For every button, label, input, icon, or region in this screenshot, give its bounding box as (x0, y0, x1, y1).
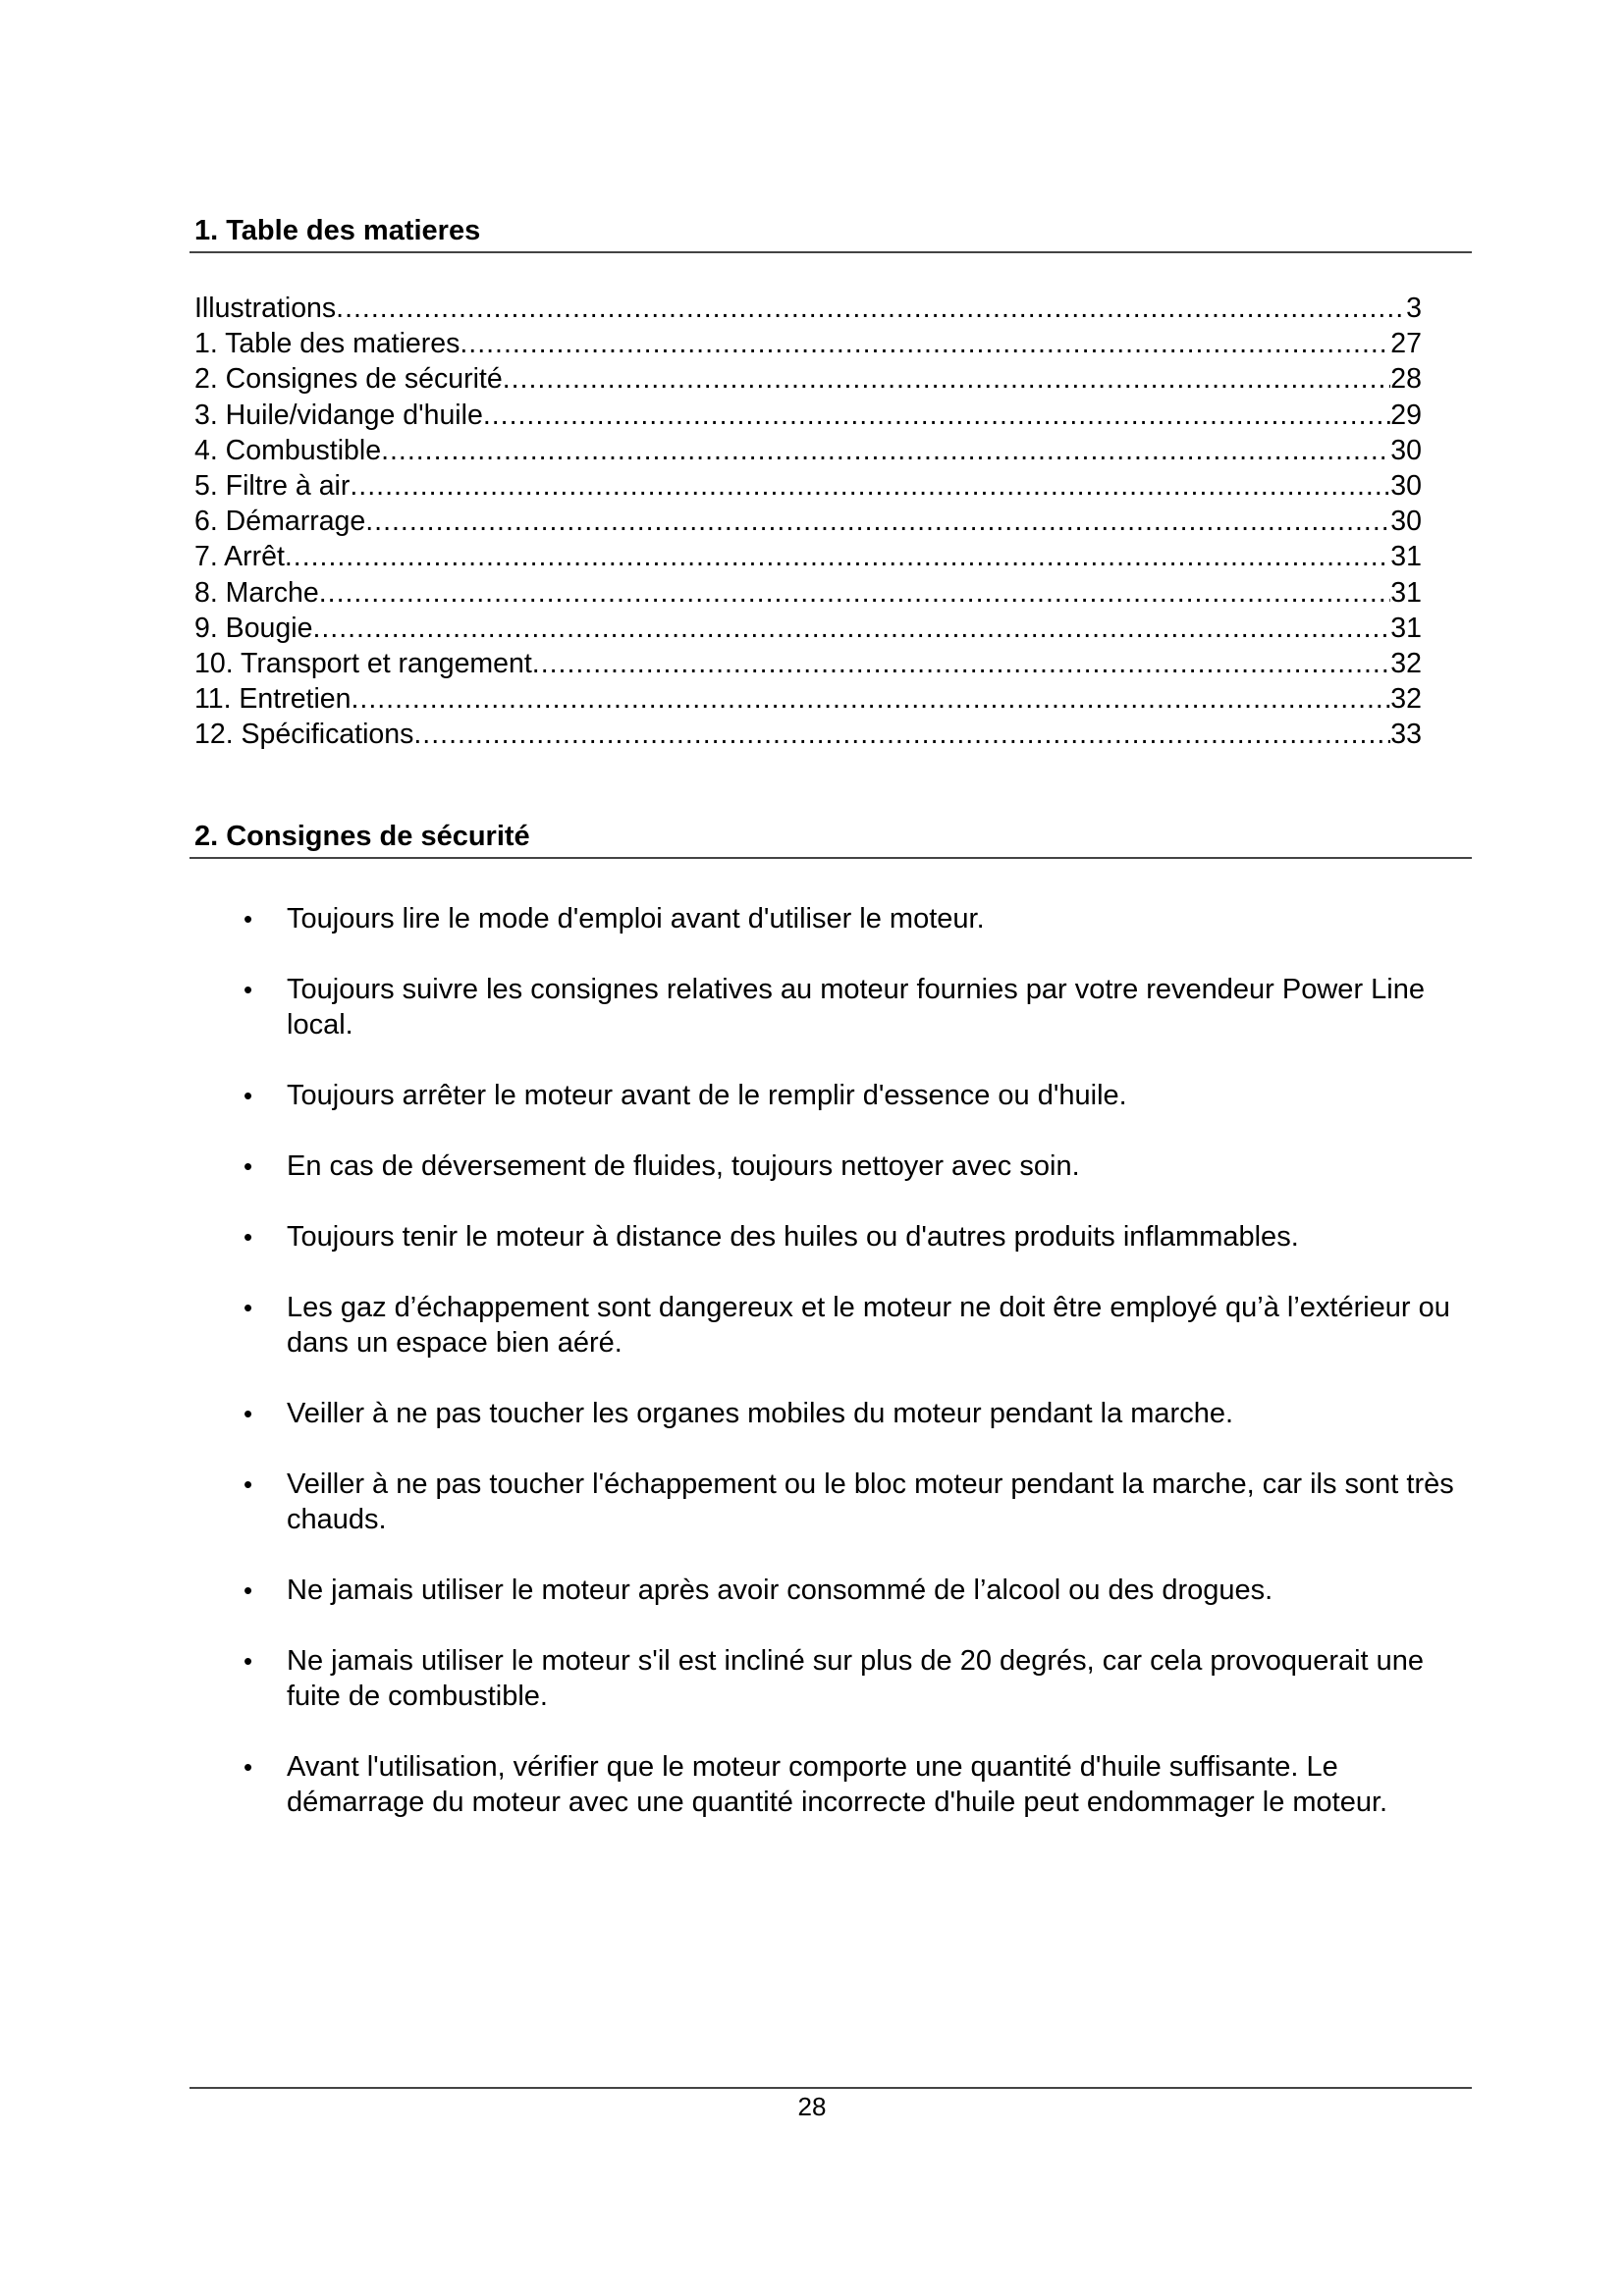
toc-entry[interactable] (194, 717, 1422, 752)
list-item (244, 1219, 1465, 1255)
bullet-icon: • (244, 1222, 253, 1252)
toc-entry-leader (319, 575, 1391, 611)
bullet-icon: • (244, 1646, 253, 1676)
list-item (244, 1643, 1465, 1714)
toc-entry-page: 27 (1390, 328, 1422, 360)
bullet-icon: • (244, 1151, 253, 1181)
list-item-text: Toujours lire le mode d'emploi avant d'utiliser le moteur. (287, 903, 985, 934)
toc-entry[interactable] (194, 539, 1422, 574)
list-item-text: Avant l'utilisation, vérifier que le moteur comporte une quantité d'huile suffisante. Le démarrage du moteur avec une quantité incorrecte d'huile peut endommager le moteur. (287, 1751, 1388, 1818)
toc-entry-leader (503, 361, 1391, 397)
footer-rule (189, 2087, 1472, 2089)
list-item (244, 1396, 1465, 1431)
toc-entry-page: 28 (1390, 363, 1422, 396)
list-item-text: Toujours suivre les consignes relatives au moteur fournies par votre revendeur Power Line local. (287, 974, 1425, 1041)
toc-entry-label: 1. Table des matieres (194, 328, 460, 360)
toc-entry[interactable] (194, 468, 1422, 504)
toc-entry-page: 30 (1390, 434, 1422, 466)
toc-entry[interactable] (194, 398, 1422, 433)
list-item (244, 1148, 1465, 1184)
list-item (244, 1290, 1465, 1361)
toc-entry-page: 32 (1390, 647, 1422, 679)
toc-entry-page: 29 (1390, 399, 1422, 431)
bullet-icon: • (244, 1575, 253, 1605)
list-item-text: Toujours arrêter le moteur avant de le remplir d'essence ou d'huile. (287, 1080, 1127, 1111)
toc-entry-leader (460, 326, 1390, 361)
toc-entry-page: 30 (1390, 469, 1422, 502)
toc-entry-label: 5. Filtre à air (194, 469, 351, 502)
list-item (244, 972, 1465, 1042)
toc-entry[interactable] (194, 291, 1422, 326)
toc-entry-leader (285, 539, 1390, 574)
safety-heading-rule (189, 857, 1472, 859)
table-of-contents (194, 291, 1422, 752)
list-item (244, 901, 1465, 936)
bullet-icon: • (244, 1293, 253, 1322)
toc-entry-leader (413, 717, 1390, 752)
bullet-icon: • (244, 1081, 253, 1110)
bullet-icon: • (244, 975, 253, 1004)
toc-entry-leader (483, 398, 1390, 433)
toc-entry-page: 30 (1390, 506, 1422, 538)
list-item-text: Veiller à ne pas toucher l'échappement ou le bloc moteur pendant la marche, car ils sont très chauds. (287, 1468, 1454, 1535)
toc-entry[interactable] (194, 361, 1422, 397)
list-item-text: Toujours tenir le moteur à distance des huiles ou d'autres produits inflammables. (287, 1221, 1299, 1253)
toc-entry-page: 31 (1390, 541, 1422, 573)
toc-entry-leader (532, 646, 1391, 681)
toc-entry-page: 31 (1390, 576, 1422, 609)
toc-entry-label: 10. Transport et rangement (194, 647, 532, 679)
toc-entry-label: 2. Consignes de sécurité (194, 363, 503, 396)
toc-entry[interactable] (194, 646, 1422, 681)
toc-entry[interactable] (194, 433, 1422, 468)
toc-entry[interactable] (194, 326, 1422, 361)
toc-entry[interactable] (194, 575, 1422, 611)
list-item-text: Les gaz d’échappement sont dangereux et le moteur ne doit être employé qu’à l’extérieur ou dans un espace bien aéré. (287, 1292, 1450, 1359)
list-item (244, 1749, 1465, 1820)
page-number: 28 (797, 2092, 827, 2121)
bullet-icon: • (244, 1399, 253, 1428)
toc-entry-label: 3. Huile/vidange d'huile (194, 399, 483, 431)
list-item-text: En cas de déversement de fluides, toujours nettoyer avec soin. (287, 1150, 1080, 1182)
toc-entry-label: 4. Combustible (194, 434, 382, 466)
list-item (244, 1467, 1465, 1537)
toc-entry-label: Illustrations (194, 293, 337, 324)
toc-entry-label: 8. Marche (194, 576, 319, 609)
toc-entry-page: 3 (1406, 293, 1422, 324)
toc-entry-leader (336, 291, 1406, 326)
toc-entry[interactable] (194, 681, 1422, 717)
list-item-text: Ne jamais utiliser le moteur s'il est incliné sur plus de 20 degrés, car cela provoquerait une fuite de combustible. (287, 1645, 1425, 1712)
toc-entry-page: 31 (1390, 612, 1422, 644)
toc-heading-rule (189, 251, 1472, 253)
safety-heading: 2. Consignes de sécurité (194, 821, 530, 852)
toc-entry-leader (350, 468, 1390, 504)
bullet-icon: • (244, 1752, 253, 1782)
toc-entry-label: 7. Arrêt (194, 541, 285, 573)
toc-entry-page: 32 (1390, 683, 1422, 716)
toc-entry[interactable] (194, 504, 1422, 539)
list-item (244, 1573, 1465, 1608)
toc-entry-leader (365, 504, 1390, 539)
list-item-text: Ne jamais utiliser le moteur après avoir consommé de l’alcool ou des drogues. (287, 1575, 1273, 1606)
list-item (244, 1078, 1465, 1113)
toc-entry-page: 33 (1390, 719, 1422, 751)
bullet-icon: • (244, 1469, 253, 1499)
toc-entry-label: 9. Bougie (194, 612, 313, 644)
toc-entry-leader (352, 681, 1391, 717)
bullet-icon: • (244, 904, 253, 934)
toc-entry-leader (312, 611, 1390, 646)
toc-entry-leader (381, 433, 1390, 468)
toc-entry-label: 6. Démarrage (194, 506, 366, 538)
list-item-text: Veiller à ne pas toucher les organes mobiles du moteur pendant la marche. (287, 1398, 1234, 1429)
toc-entry[interactable] (194, 611, 1422, 646)
toc-entry-label: 11. Entretien (194, 683, 352, 716)
toc-entry-label: 12. Spécifications (194, 719, 414, 751)
toc-heading: 1. Table des matieres (194, 215, 481, 246)
